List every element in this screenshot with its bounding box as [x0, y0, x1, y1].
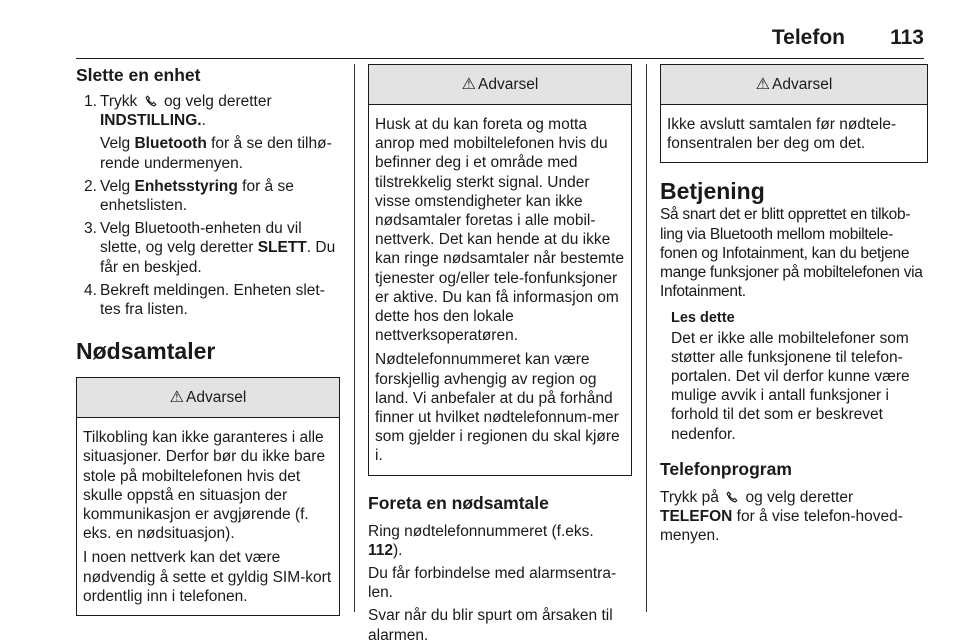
paragraph: Ring nødtelefonnummeret (f.eks. 112).: [368, 522, 594, 559]
section-heading: Slette en enhet: [76, 65, 201, 85]
note-text: Det er ikke alle mobiltelefoner som støtter alle funksjonene til telefon-portalen. Det vil derfor kunne være mulige avvik i antall funksjoner i forhold til det som er beskrevet nedenfor.: [671, 329, 910, 443]
warning-header: ⚠ Advarsel: [369, 65, 631, 105]
note-title: Les dette: [671, 310, 735, 327]
column-divider: [646, 64, 647, 612]
paragraph: Trykk på og velg deretter TELEFON for å vise telefon-hoved-menyen.: [660, 488, 903, 545]
header-rule: [76, 58, 924, 59]
warning-header: ⚠ Advarsel: [661, 65, 927, 105]
warning-box: [368, 64, 632, 476]
step-detail: Velg Bluetooth for å se den tilhø-rende undermenyen.: [100, 135, 332, 172]
paragraph: Svar når du blir spurt om årsaken til alarmen.: [368, 607, 613, 642]
column-right: [660, 64, 928, 545]
warning-body: Husk at du kan foreta og motta anrop med mobiltelefonen hvis du befinner deg i et område med tilstrekkelig sterkt signal. Under visse omstendigheter kan ikke nødsamtaler foretas i alle mobil-nettverk. Det kan hende at du ikke kan ringe nødsamtaler når bestemte tjenester og/eller tele-fonfunksjoner er aktive. Du kan få informasjon om dette hos den lokale nettverksoperatøren. Nødtelefonnummeret kan være forskjellig avhengig av region og land. Vi anbefaler at du på forhånd finner ut hvilket nødtelefonnum-mer som gjelder i regionen du skal kjøre i.: [375, 116, 624, 465]
list-item: 4. Bekreft meldingen. Enheten slet-tes fra listen.: [84, 281, 325, 319]
section-heading: Betjening: [660, 178, 765, 205]
list-item: 1. Trykk og velg deretter INDSTILLING.. Velg Bluetooth for å se den tilhø-rende undermenyen.: [76, 92, 340, 173]
steps-list: [76, 92, 340, 319]
note: [660, 309, 928, 443]
column-divider: [354, 64, 355, 612]
warning-box: [76, 377, 340, 616]
warning-triangle-icon: ⚠: [461, 75, 477, 93]
list-item: 2. Velg Enhetsstyring for å se enhetslisten.: [84, 177, 294, 215]
phone-icon: [145, 95, 157, 107]
page-header: [0, 26, 960, 54]
warning-body: Ikke avslutt samtalen før nødtele-fonsentralen ber deg om det.: [667, 116, 897, 153]
page-number: 113: [890, 26, 924, 49]
warning-body: Tilkobling kan ikke garanteres i alle situasjoner. Derfor bør du ikke bare stole på mobiltelefonen hvis det skulle oppstå en situasjon der kommunikasjon er avgjørende (f. eks. en nødsituasjon). I noen nettverk kan det være nødvendig å sette et gyldig SIM-kort ordentlig inn i telefonen.: [83, 429, 332, 605]
list-item: 3. Velg Bluetooth-enheten du vil slette, og velg deretter SLETT. Du får en beskjed.: [84, 220, 336, 276]
column-middle: [368, 64, 632, 642]
section-heading: Telefonprogram: [660, 458, 792, 479]
warning-triangle-icon: ⚠: [755, 75, 771, 93]
phone-icon: [726, 491, 738, 503]
section-heading: Foreta en nødsamtale: [368, 492, 549, 513]
warning-triangle-icon: ⚠: [169, 389, 185, 407]
column-left: [76, 64, 340, 616]
section-heading: Nødsamtaler: [76, 338, 216, 365]
paragraph: Så snart det er blitt opprettet en tilkob-ling via Bluetooth mellom mobiltele-fonen og Infotainment, kan du betjene mange funksjoner på mobiltelefonen via Infotainment.: [660, 206, 923, 301]
paragraph: Du får forbindelse med alarmsentra-len.: [368, 565, 617, 602]
page-section-title: Telefon: [771, 26, 845, 49]
warning-header: ⚠ Advarsel: [77, 378, 339, 418]
warning-box: [660, 64, 928, 163]
